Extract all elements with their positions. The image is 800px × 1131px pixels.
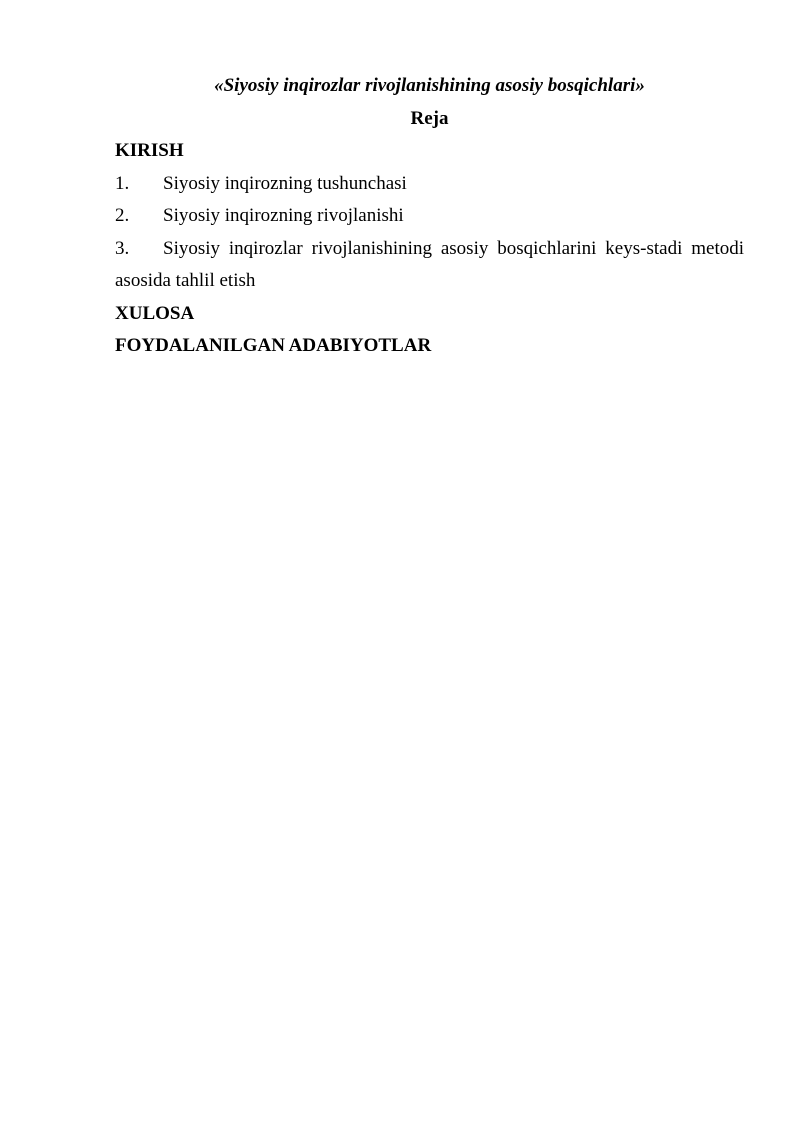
outline-item-1-text: Siyosiy inqirozning tushunchasi <box>163 172 407 194</box>
document-body <box>115 70 744 363</box>
outline-item-1 <box>115 168 744 201</box>
outline-item-3 <box>115 233 744 298</box>
section-heading-references: FOYDALANILGAN ADABIYOTLAR <box>115 335 432 356</box>
section-heading-intro: KIRISH <box>115 140 184 161</box>
outline-item-2 <box>115 200 744 233</box>
plan-heading: Reja <box>410 107 449 129</box>
section-heading-conclusion: XULOSA <box>115 302 195 324</box>
outline-item-2-number: 2. <box>115 205 130 226</box>
outline-item-1-number: 1. <box>115 172 130 194</box>
outline-item-2-text: Siyosiy inqirozning rivojlanishi <box>163 205 404 226</box>
outline-item-3-text: Siyosiy inqirozlar rivojlanishining asosiy bosqichlarini keys-stadi metodi asosida tahlil etish <box>115 237 744 291</box>
document-title: «Siyosiy inqirozlar rivojlanishining asosiy bosqichlari» <box>214 75 645 96</box>
outline-item-3-number: 3. <box>115 237 130 259</box>
